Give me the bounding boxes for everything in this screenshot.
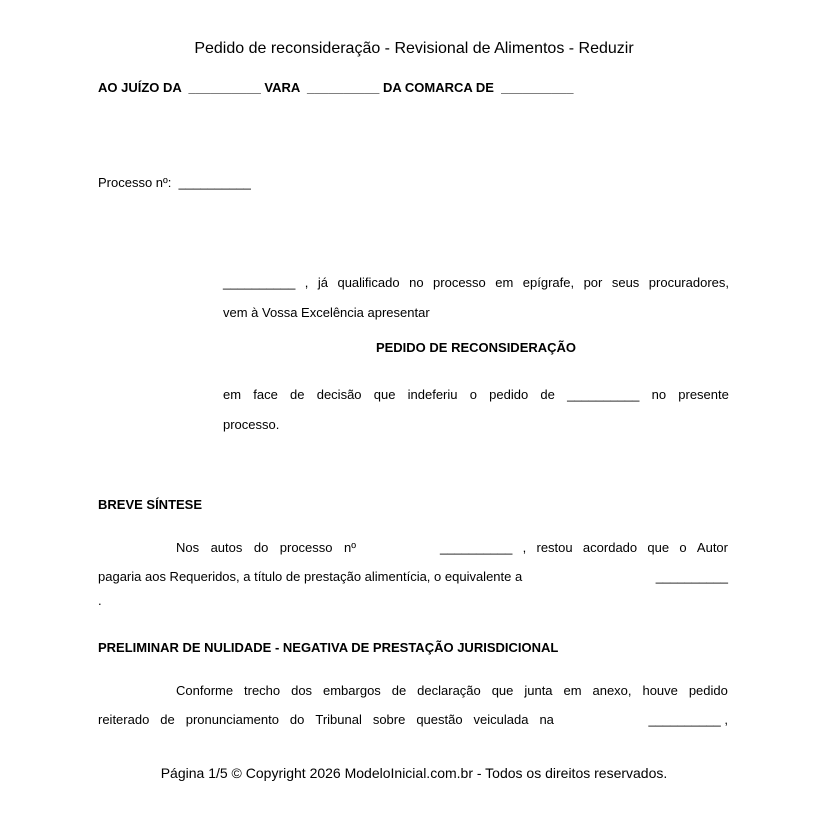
qualification-word: __________: [223, 275, 296, 290]
preliminary-word: veiculada: [473, 712, 529, 727]
summary-line-3: .: [98, 593, 102, 608]
preliminary-word: trecho: [244, 683, 281, 698]
preliminary-word: que: [491, 683, 514, 698]
addressee-line: AO JUÍZO DA __________ VARA __________ DA COMARCA DE __________: [98, 80, 574, 95]
preliminary-word: Tribunal: [315, 712, 362, 727]
decision-paragraph: [223, 380, 729, 440]
summary-paragraph: [98, 533, 728, 611]
decision-word: decisão: [316, 387, 362, 402]
page-footer: Página 1/5 © Copyright 2026 ModeloInicial.com.br - Todos os direitos reservados.: [160, 765, 668, 781]
preliminary-word: de: [160, 712, 175, 727]
preliminary-line-2: [98, 705, 728, 734]
summary-line-1-head: [176, 533, 356, 562]
summary-word: __________: [440, 540, 513, 555]
qualification-word: epígrafe,: [522, 275, 575, 290]
preliminary-word: pronunciamento: [185, 712, 279, 727]
decision-line-1: [223, 380, 729, 410]
qualification-word: já: [317, 275, 328, 290]
preliminary-word: de: [391, 683, 407, 698]
summary-word: nº: [343, 540, 356, 555]
preliminary-word: dos: [291, 683, 313, 698]
preliminary-word: anexo,: [592, 683, 632, 698]
preliminary-word: sobre: [372, 712, 406, 727]
summary-line-2-blank: __________: [655, 569, 728, 584]
process-number-line: Processo nº: __________: [98, 175, 251, 190]
preliminary-word: do: [289, 712, 305, 727]
preliminary-paragraph: [98, 676, 728, 734]
preliminary-word: na: [539, 712, 554, 727]
document-title: Pedido de reconsideração - Revisional de Alimentos - Reduzir: [194, 40, 634, 57]
preliminary-word: reiterado: [98, 712, 150, 727]
summary-word: ,: [522, 540, 527, 555]
qualification-paragraph: [223, 268, 729, 328]
summary-word: acordado: [582, 540, 638, 555]
preliminary-word: junta: [524, 683, 553, 698]
decision-word: em: [223, 387, 242, 402]
qualification-word: em: [495, 275, 514, 290]
decision-word: face: [253, 387, 278, 402]
preliminary-line-2-words: [98, 705, 554, 734]
qualification-word: processo: [433, 275, 486, 290]
summary-word: o: [679, 540, 687, 555]
decision-word: o: [469, 387, 477, 402]
summary-line-1-tail: [440, 533, 728, 562]
decision-line-2: processo.: [223, 417, 280, 432]
summary-word: processo: [279, 540, 333, 555]
summary-word: Nos: [176, 540, 200, 555]
preliminary-word: houve: [642, 683, 678, 698]
qualification-line-1: [223, 268, 729, 298]
preliminary-line-2-tail: __________ ,: [648, 712, 728, 727]
preliminary-word: embargos: [323, 683, 381, 698]
qualification-word: ,: [304, 275, 309, 290]
qualification-word: no: [409, 275, 424, 290]
preliminary-word: questão: [416, 712, 463, 727]
preliminary-word: declaração: [417, 683, 481, 698]
decision-word: de: [540, 387, 555, 402]
decision-word: pedido: [489, 387, 529, 402]
qualification-word: seus: [611, 275, 640, 290]
summary-word: Autor: [696, 540, 728, 555]
qualification-word: qualificado: [337, 275, 400, 290]
section-heading-summary: BREVE SÍNTESE: [98, 497, 203, 512]
summary-word: restou: [536, 540, 573, 555]
petition-heading: PEDIDO DE RECONSIDERAÇÃO: [375, 340, 577, 355]
decision-word: __________: [567, 387, 640, 402]
preliminary-line-1: [98, 676, 728, 705]
preliminary-word: em: [563, 683, 582, 698]
summary-word: do: [253, 540, 269, 555]
decision-word: presente: [678, 387, 729, 402]
summary-line-2-text: pagaria aos Requeridos, a título de prestação alimentícia, o equivalente a: [98, 569, 523, 584]
decision-word: que: [373, 387, 396, 402]
decision-word: indeferiu: [407, 387, 458, 402]
qualification-word: por: [583, 275, 603, 290]
section-heading-preliminary: PRELIMINAR DE NULIDADE - NEGATIVA DE PRESTAÇÃO JURISDICIONAL: [98, 640, 559, 655]
preliminary-word: pedido: [688, 683, 728, 698]
summary-word: autos: [210, 540, 243, 555]
qualification-line-2: vem à Vossa Excelência apresentar: [223, 305, 430, 320]
preliminary-word: Conforme: [176, 683, 234, 698]
summary-word: que: [647, 540, 670, 555]
decision-word: no: [651, 387, 667, 402]
qualification-word: procuradores,: [648, 275, 729, 290]
summary-line-1: [98, 533, 728, 562]
summary-line-2: [98, 562, 728, 591]
decision-word: de: [290, 387, 305, 402]
